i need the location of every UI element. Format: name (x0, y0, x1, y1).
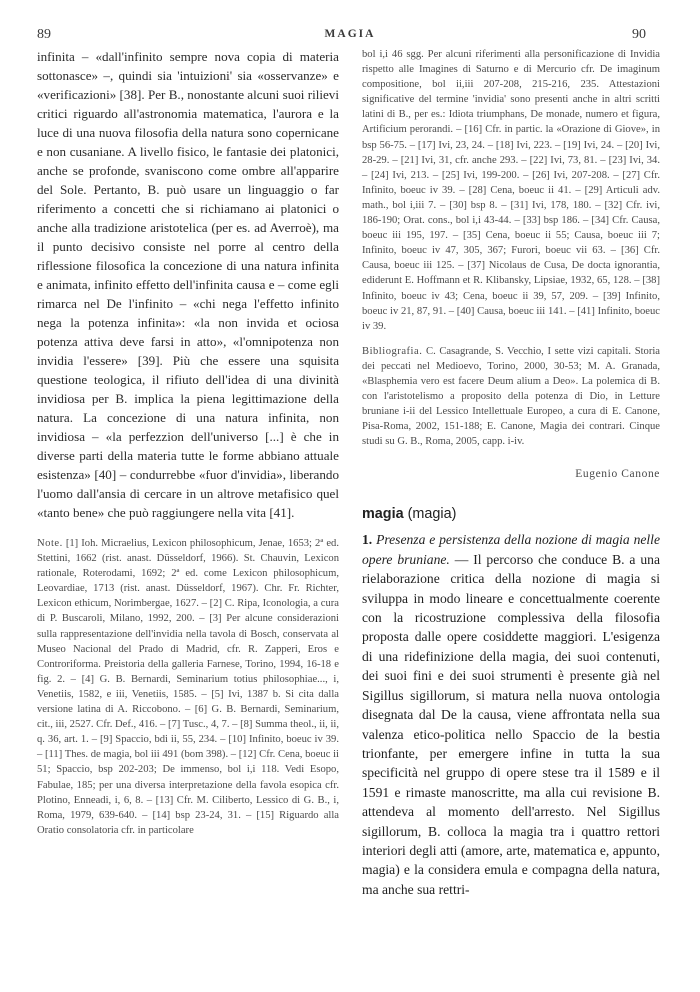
left-body-paragraph: infinita – «dall'infinito sempre nova copia di materia sottonasce» –, quindi sia 'intuizioni' sia «osservanze» e «verificazioni» [38]. Per B., nonostante alcuni suoi rilievi critici riguardo all'astronomia matematica, l'aurora e la luce di una nuova filosofia della natura sono copernicane e non cusaniane. A livello fisico, le fantasie dei platonici, anche se profonde, svaniscono come ombre all'apparire del Sole. Pertanto, B. può usare un linguaggio o far riferimento a concetti che si richiamano ai platonici o anche alla tradizione aristotelica (per es. ad Averroè), ma il punto decisivo consiste nel porre al centro della riflessione filosofica la concezione di una natura infinita e animata, infinito effetto dell'infinita causa e – come egli rimarca nel De l'infinito – «chi nega l'effetto infinito nega la potenza infinita»: «la non invida et ociosa potenza attiva deve farsi in atto», «l'omnipotenza non invidia l'essere» [39]. Più che essere una squisita questione teologica, il rifiuto dell'idea di una divinità invidiosa per B. implica la piena legittimazione della natura. La concezione di una natura infinita, non invidiosa – «la perfezzion dell'universo [...] è che in diverse parti della materia tutte le forme abbiano attuale esistenza» [40] – condurrebbe «fuor d'invidia», liberando l'uomo dall'ansia di cercare in un altrove metafisico quel «tanto bene» che può raggiungere nella vita [41]. (37, 49, 339, 520)
bibliography-label: Bibliografia. (362, 345, 423, 357)
section-body: — Il percorso che conduce B. a una rielaborazione critica della nozione di magia si sviluppa in modo lineare e concettualmente coerente con la ricostruzione complessiva della filosofia proposta dalle opere cosiddette maggiori. L'esigenza di una ridefinizione della magia, dei suoi contenuti, dei suoi fini e dei suoi strumenti è presente già nel Sigillus sigillorum, si matura nella nuova ontologia disegnata dal De la causa, viene affrontata nella sua valenza etico-politica nello Spaccio de la bestia trionfante, per emergere infine in tutta la sua specificità nel gruppo di opere stese tra il 1589 e il 1591 e rimaste manoscritte, ma alla cui revisione B. attendeva al momento dell'arresto. Nel Sigillus sigillorum, B. colloca la magia tra i quattro rettori interiori degli atti (amore, arte, matematica e, appunto, magia) e la considera emula e compagna della natura, ma anche sua rettri- (362, 551, 660, 897)
running-head: MAGIA (324, 28, 376, 40)
section-title: Presenza e persistenza della nozione di magia nelle opere bruniane. (362, 532, 660, 567)
page-number-right: 90 (632, 27, 646, 42)
entry-heading (362, 506, 660, 522)
section-paragraph (362, 530, 660, 899)
bibliography (362, 344, 660, 450)
right-column (362, 47, 660, 899)
entry-term: magia (362, 506, 404, 523)
page-number-left: 89 (37, 27, 51, 42)
left-column (37, 47, 339, 838)
notes-block (37, 536, 339, 838)
notes-text: [1] Ioh. Micraelius, Lexicon philosophicum, Jenae, 1653; 2ª ed. Stettini, 1662 (rist. anast. Düsseldorf, 1966). St. Chauvin, Lexicon rationale, Roterodami, 1692; 2ª ed. come Lexicon philosophicum, Leovardiae, 1713 (rist. anast. Düsseldorf, 1967). Chr. Fr. Richter, Lexicon ethicum, Norimbergae, 1627. – [2] C. Ripa, Iconologia, a cura di P. Buscaroli, Milano, 1992, 200. – [3] Per alcune considerazioni sulla rappresentazione dell'invidia nella tavola di Bosch, conservata al Museo Nacional del Prado di Madrid, cfr. R. Zapperi, Eros e Controriforma. Preistoria della galleria Farnese, Torino, 1994, 16-18 e fig. 2. – [4] G. B. Bernardi, Seminarium totius philosophiae..., i, Venetiis, 1582, e iii, Venetiis, 1585. – [5] Ivi, 1387 b. Si cita dalla versione latina di A. Riccobono. – [6] G. B. Bernardi, Seminarium, cit., iii, 2527. Cfr. Def., 416. – [7] Tusc., 4, 7. – [8] Summa theol., ii, ii, q. 36, art. 1. – [9] Spaccio, bdi ii, 55, 234. – [10] Infinito, boeuc iv 39. – [11] Thes. de magia, bol iii 491 (bom 398). – [12] Cfr. Cena, boeuc ii 51; Spaccio, bsp 202-203; De immenso, bol i,i 118. Vedi Esopo, Fabulae, 185; per una diversa interpretazione della favola esopica cfr. Plotino, Enneadi, i, 6, 8. – [13] Cfr. M. Ciliberto, Lessico di G. B., i, Roma, 1979, 639-640. – [14] bsp 23-24, 31. – [15] Riguardo alla Oratio consolatoria cfr. in particolare (37, 538, 339, 836)
entry-author: Eugenio Canone (575, 468, 660, 481)
entry-gloss: (magia) (407, 506, 457, 523)
notes-label: Note. (37, 538, 63, 549)
section-number: 1. (362, 532, 373, 548)
bibliography-text: C. Casagrande, S. Vecchio, I sette vizi capitali. Storia dei peccati nel Medioevo, Torino, 2000, 30-53; M. A. Granada, «Blasphemia vero est facere Deum alium a Deo». La polemica di B. con l'aristotelismo a proposito della potenza di Dio, in Letture bruniane i-ii del Lessico Intellettuale Europeo, a cura di E. Canone, Pisa-Roma, 2002, 151-188; E. Canone, Magia dei contrari. Cinque studi su G. B., Roma, 2005, capp. i-iv. (362, 345, 660, 448)
notes-continuation: bol i,i 46 sgg. Per alcuni riferimenti alla personificazione di Invidia rispetto alle Imagines di Saturno e di Mercurio cfr. De imaginum compositione, bol ii,iii 207-208, 215-216, 235. Attestazioni significative del termine 'invidia' sono presenti anche in altri scritti latini di B., per es.: Idiota triumphans, De monade, numero et figura, Artificium perorandi. – [16] Cfr. in partic. la «Orazione di Giove», in bsp 56-75. – [17] Ivi, 23, 24. – [18] Ivi, 223. – [19] Ivi, 24. – [20] Ivi, 28-29. – [21] Ivi, 31, cfr. anche 293. – [22] Ivi, 73, 81. – [23] Ivi, 34. – [24] Ivi, 213. – [25] Ivi, 199-200. – [26] Ivi, 207-208. – [27] Cfr. Infinito, boeuc iv 39. – [28] Cena, boeuc ii 41. – [29] Articuli adv. math., bol i,iii 7. – [30] bsp 8. – [31] Ivi, 178, 180. – [32] Cfr. ivi, 186-190; Orat. cons., bol i,i 43-44. – [33] bsp 186. – [34] Cfr. Causa, boeuc iii 195, 197. – [35] Cena, boeuc ii 55; Causa, boeuc iii 7; Infinito, boeuc iv 47, 305, 367; Furori, boeuc vii 63. – [36] Cfr. Causa, boeuc iii 125. – [37] Nicolaus de Cusa, De docta ignorantia, ediderunt E. Hoffmann et R. Klibansky, Lipsiae, 1932, 65, 128. – [38] Infinito, boeuc iv 43; Cena, boeuc ii 39, 57, 209. – [39] Infinito, boeuc iv 21, 87, 91. – [40] Causa, boeuc iii 141. – [41] Infinito, boeuc iv 39. (362, 49, 660, 332)
